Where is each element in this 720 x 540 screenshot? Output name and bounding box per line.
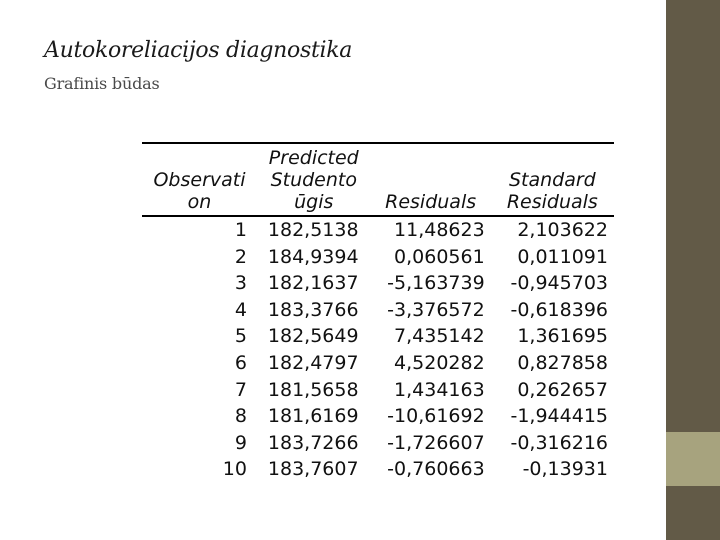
cell-standard-residual: 1,361695 [517, 325, 608, 348]
cell-observation: 1 [234, 219, 247, 241]
cell-predicted: 182,5649 [267, 325, 359, 348]
residuals-table-container [142, 142, 614, 483]
cell-predicted: 182,1637 [267, 272, 359, 295]
table-row [142, 270, 614, 297]
header-residuals-line-1: Residuals [385, 191, 477, 213]
cell-observation: 5 [234, 325, 247, 348]
header-standard-residuals [491, 144, 614, 216]
residuals-table [142, 144, 614, 483]
header-predicted-line-3: ūgis [294, 191, 334, 213]
cell-residual: -3,376572 [387, 298, 485, 321]
table-row [142, 297, 614, 324]
cell-predicted: 183,3766 [267, 298, 359, 321]
cell-standard-residual: 0,011091 [517, 245, 608, 268]
cell-residual: -5,163739 [387, 272, 485, 295]
cell-standard-residual: -0,13931 [522, 458, 608, 481]
cell-standard-residual: -0,316216 [510, 431, 608, 454]
header-predicted [257, 144, 371, 216]
cell-standard-residual: -1,944415 [510, 405, 608, 428]
cell-residual: -10,61692 [387, 405, 485, 428]
cell-observation: 2 [234, 245, 247, 268]
cell-standard-residual: 0,262657 [517, 378, 608, 401]
header-observation [142, 144, 257, 216]
cell-residual: -1,726607 [387, 431, 485, 454]
cell-predicted: 183,7266 [267, 431, 359, 454]
table-row [142, 456, 614, 483]
table-row [142, 403, 614, 430]
cell-predicted: 182,5138 [267, 219, 359, 241]
cell-observation: 3 [234, 272, 247, 295]
side-accent-block [666, 432, 720, 486]
cell-standard-residual: 2,103622 [517, 219, 608, 241]
slide-subtitle: Grafinis būdas [44, 74, 160, 93]
cell-standard-residual: -0,945703 [510, 272, 608, 295]
table-row [142, 377, 614, 404]
header-observation-line-1: Observati [153, 169, 246, 191]
table-row [142, 323, 614, 350]
cell-observation: 9 [234, 431, 247, 454]
cell-residual: 7,435142 [394, 325, 485, 348]
cell-standard-residual: -0,618396 [510, 298, 608, 321]
header-predicted-line-2: Studento [270, 169, 357, 191]
cell-residual: -0,760663 [387, 458, 485, 481]
cell-observation: 8 [234, 405, 247, 428]
cell-predicted: 181,5658 [267, 378, 359, 401]
header-standard-residuals-line-2: Residuals [506, 191, 598, 213]
header-observation-line-2: on [187, 191, 212, 213]
cell-observation: 7 [234, 378, 247, 401]
cell-residual: 1,434163 [394, 378, 485, 401]
table-body [142, 216, 614, 483]
cell-residual: 0,060561 [394, 245, 485, 268]
cell-residual: 4,520282 [394, 351, 485, 374]
cell-predicted: 182,4797 [267, 351, 359, 374]
table-row [142, 430, 614, 457]
table-row [142, 350, 614, 377]
table-row [142, 216, 614, 244]
cell-predicted: 181,6169 [267, 405, 359, 428]
header-residuals [371, 144, 491, 216]
cell-observation: 4 [234, 298, 247, 321]
cell-standard-residual: 0,827858 [517, 351, 608, 374]
table-header-row [142, 144, 614, 216]
cell-residual: 11,48623 [394, 219, 485, 241]
cell-predicted: 184,9394 [267, 245, 359, 268]
cell-predicted: 183,7607 [267, 458, 359, 481]
cell-observation: 6 [234, 351, 247, 374]
slide-title: Autokoreliacijos diagnostika [44, 38, 353, 63]
header-predicted-line-1: Predicted [268, 147, 359, 169]
table-row [142, 244, 614, 271]
header-standard-residuals-line-1: Standard [508, 169, 596, 191]
cell-observation: 10 [222, 458, 247, 481]
